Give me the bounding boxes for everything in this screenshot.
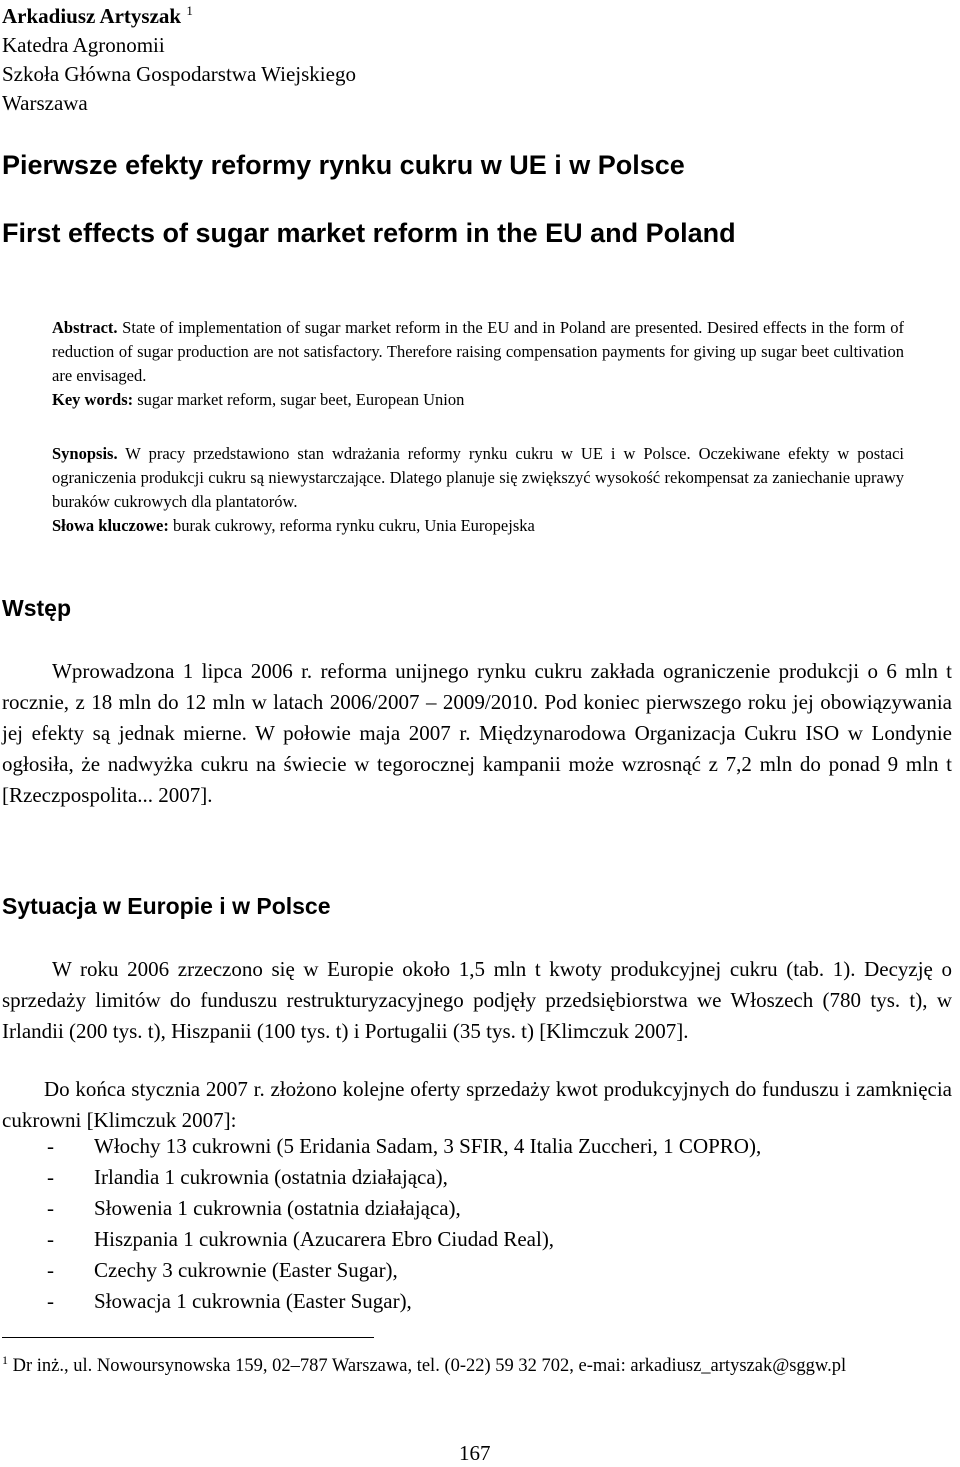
abstract-text: State of implementation of sugar market reform in the EU and in Poland are presented. Desired effects in the form of reduction of sugar production are not satisfactory. Therefore raising compensation payments for giving up sugar beet cultivation are envisaged. bbox=[52, 318, 904, 385]
title-polish: Pierwsze efekty reformy rynku cukru w UE i w Polsce bbox=[2, 150, 685, 180]
footnote-divider bbox=[2, 1337, 374, 1338]
synopsis-label: Synopsis. bbox=[52, 444, 118, 463]
section-heading-situation: Sytuacja w Europie i w Polsce bbox=[2, 893, 331, 919]
intro-paragraph: Wprowadzona 1 lipca 2006 r. reforma unijnego rynku cukru zakłada ograniczenie produkcji o 6 mln t rocznie, z 18 mln do 12 mln w latach 2006/2007 – 2009/2010. Pod koniec pierwszego roku jej obowiązywania jej efekty są jednak mierne. W połowie maja 2007 r. Międzynarodowa Organizacja Cukru ISO w Londynie ogłosiła, że nadwyżka cukru na świecie w tegorocznej kampanii może wzrosnąć z 7,2 mln do ponad 9 mln t [Rzeczpospolita... 2007]. bbox=[2, 659, 952, 807]
author-name-line bbox=[2, 2, 356, 31]
abstract-label: Abstract. bbox=[52, 318, 118, 337]
list-dash: - bbox=[47, 1258, 54, 1282]
page-number: 167 bbox=[459, 1441, 491, 1465]
list-item bbox=[2, 1255, 952, 1286]
abstract-keywords-label: Key words: bbox=[52, 390, 134, 409]
list-item bbox=[2, 1131, 952, 1162]
list-item-text: Włochy 13 cukrowni (5 Eridania Sadam, 3 SFIR, 4 Italia Zuccheri, 1 COPRO), bbox=[94, 1134, 762, 1158]
title-english: First effects of sugar market reform in the EU and Poland bbox=[2, 218, 736, 248]
abstract-block bbox=[52, 316, 904, 412]
list-item bbox=[2, 1224, 952, 1255]
list-item-text: Słowenia 1 cukrownia (ostatnia działająca), bbox=[94, 1196, 461, 1220]
footnote bbox=[2, 1354, 846, 1378]
author-name: Arkadiusz Artyszak bbox=[2, 4, 182, 28]
author-department: Katedra Agronomii bbox=[2, 33, 165, 57]
situation-paragraph-2: Do końca stycznia 2007 r. złożono kolejne oferty sprzedaży kwot produkcyjnych do funduszu i zamknięcia cukrowni [Klimczuk 2007]: bbox=[2, 1077, 952, 1132]
list-dash: - bbox=[47, 1227, 54, 1251]
author-city: Warszawa bbox=[2, 91, 88, 115]
abstract-keywords bbox=[52, 388, 904, 412]
situation-paragraph-1: W roku 2006 zrzeczono się w Europie około 1,5 mln t kwoty produkcyjnej cukru (tab. 1). Decyzję o sprzedaży limitów do funduszu restrukturyzacyjnego podjęły przedsiębiorstwa we Włoszech (780 tys. t), w Irlandii (200 tys. t), Hiszpanii (100 tys. t) i Portugalii (35 tys. t) [Klimczuk 2007]. bbox=[2, 957, 952, 1043]
list-item-text: Słowacja 1 cukrownia (Easter Sugar), bbox=[94, 1289, 412, 1313]
list-item-text: Czechy 3 cukrownie (Easter Sugar), bbox=[94, 1258, 398, 1282]
synopsis-block bbox=[52, 442, 904, 538]
list-item-text: Irlandia 1 cukrownia (ostatnia działająca), bbox=[94, 1165, 448, 1189]
sugar-factory-list bbox=[2, 1131, 952, 1317]
list-item-text: Hiszpania 1 cukrownia (Azucarera Ebro Ciudad Real), bbox=[94, 1227, 555, 1251]
footnote-text: Dr inż., ul. Nowoursynowska 159, 02–787 Warszawa, tel. (0-22) 59 32 702, e-mai: arkadiusz_artyszak@sggw.pl bbox=[12, 1356, 847, 1376]
list-item bbox=[2, 1162, 952, 1193]
list-item bbox=[2, 1286, 952, 1317]
author-footnote-mark: 1 bbox=[186, 3, 193, 18]
footnote-mark: 1 bbox=[2, 1352, 8, 1367]
synopsis-keywords-text: burak cukrowy, reforma rynku cukru, Unia Europejska bbox=[173, 516, 535, 535]
synopsis-text: W pracy przedstawiono stan wdrażania reformy rynku cukru w UE i w Polsce. Oczekiwane efekty w postaci ograniczenia produkcji cukru są niewystarczające. Dlatego planuje się zwiększyć wysokość rekompensat za zaniechanie uprawy buraków cukrowych dla plantatorów. bbox=[52, 444, 904, 511]
abstract-paragraph bbox=[52, 316, 904, 388]
list-dash: - bbox=[47, 1289, 54, 1313]
list-item bbox=[2, 1193, 952, 1224]
author-university: Szkoła Główna Gospodarstwa Wiejskiego bbox=[2, 62, 356, 86]
list-dash: - bbox=[47, 1196, 54, 1220]
author-block bbox=[2, 2, 356, 118]
abstract-keywords-text: sugar market reform, sugar beet, European Union bbox=[137, 390, 465, 409]
list-dash: - bbox=[47, 1165, 54, 1189]
section-heading-intro: Wstęp bbox=[2, 595, 71, 621]
synopsis-paragraph bbox=[52, 442, 904, 514]
synopsis-keywords bbox=[52, 514, 904, 538]
synopsis-keywords-label: Słowa kluczowe: bbox=[52, 516, 169, 535]
list-dash: - bbox=[47, 1134, 54, 1158]
